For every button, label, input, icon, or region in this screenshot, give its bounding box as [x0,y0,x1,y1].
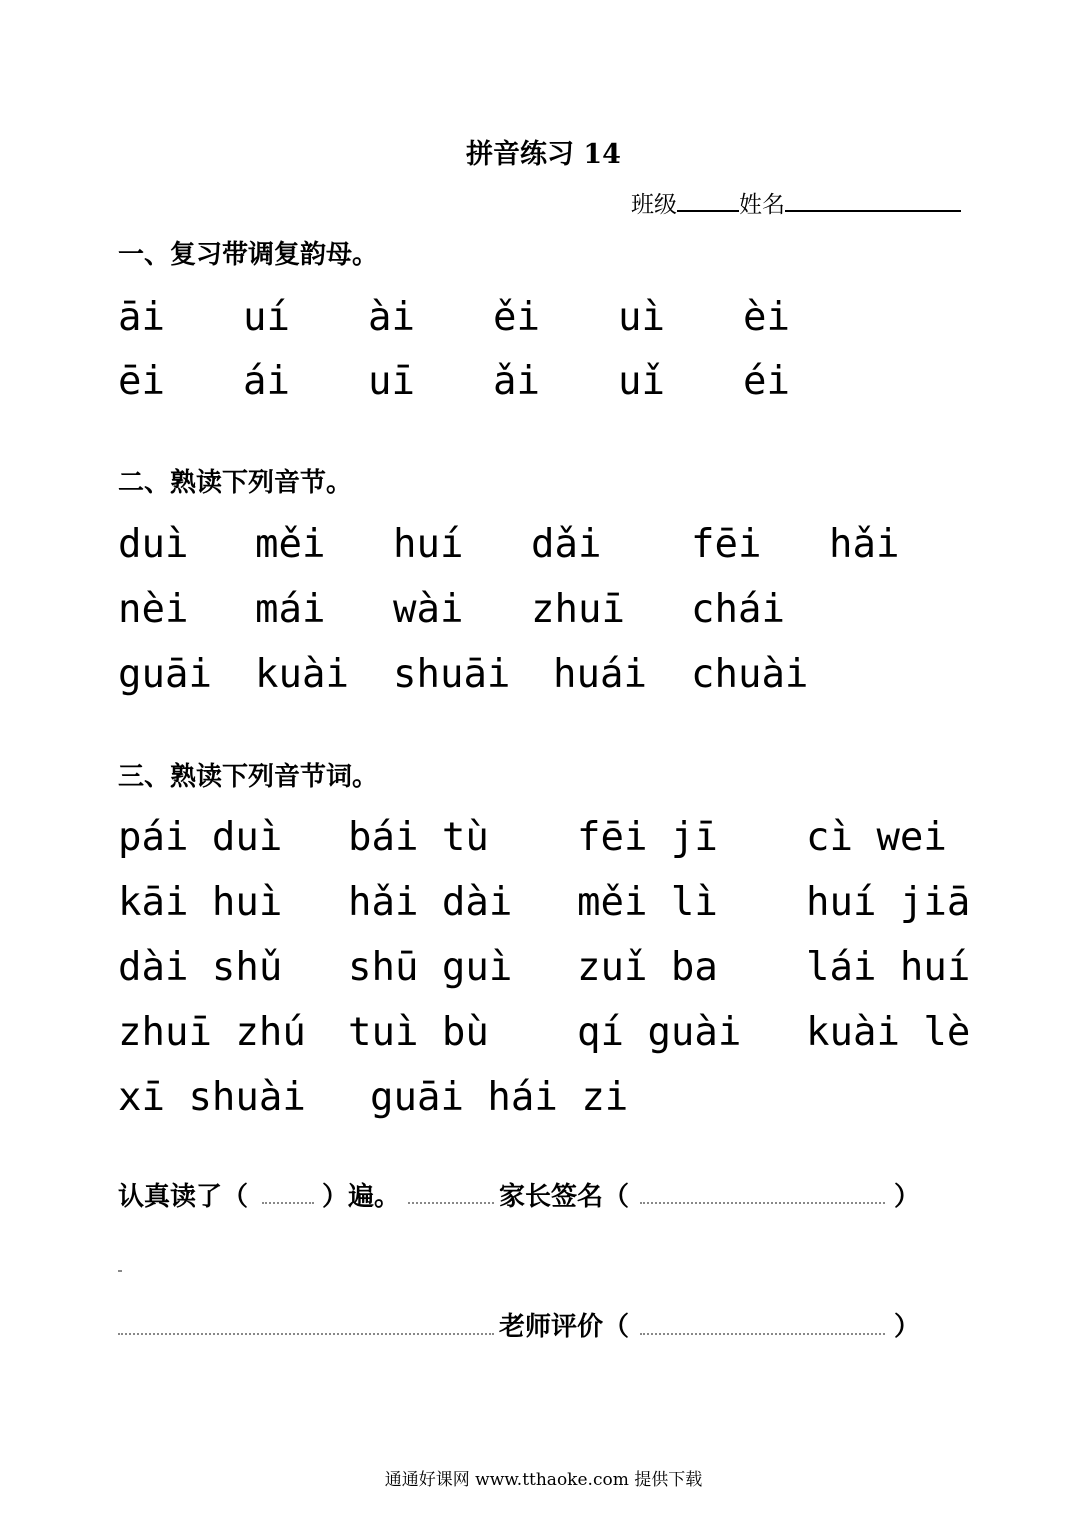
s1-item: ēi [118,359,165,404]
s3-item: měi lì [577,880,718,925]
section-1-heading: 一、复习带调复韵母。 [118,240,379,270]
s1-item: éi [743,359,790,404]
s1-item: uí [243,295,290,340]
s3-item: bái tù [348,815,489,860]
s1-item: èi [743,295,790,340]
dotted-leader [408,1202,494,1204]
s2-item: guāi [118,652,212,697]
s1-item: uǐ [618,359,665,404]
s1-item: ái [243,359,290,404]
s3-item: zhuī zhú [118,1010,306,1055]
s3-item: dài shǔ [118,945,283,990]
read-count-suffix: ）遍。 [322,1182,401,1212]
s2-item: wài [393,587,464,632]
read-count-blank[interactable] [262,1202,314,1204]
s2-item: duì [118,522,189,567]
class-label: 班级 [631,192,677,218]
s3-item: kāi huì [118,880,283,925]
s3-item: fēi jī [577,815,718,860]
s2-item: měi [255,522,326,567]
s1-item: ǎi [493,359,540,404]
s1-item: uì [618,295,665,340]
s2-item: nèi [118,587,189,632]
page-title: 拼音练习 14 [466,139,621,170]
s2-item: zhuī [531,587,625,632]
s1-item: ài [368,295,415,340]
s2-item: chuài [691,652,809,697]
parent-signature-close: ） [894,1182,921,1212]
s3-item: huí jiā [806,880,971,925]
section-3-heading: 三、熟读下列音节词。 [118,762,379,792]
s2-item: chái [691,587,785,632]
s3-item: shū guì [348,945,513,990]
s2-item: fēi [691,522,762,567]
s3-item: hǎi dài [348,880,513,925]
s3-item: tuì bù [348,1010,489,1055]
teacher-eval-label: 老师评价（ [499,1312,630,1342]
teacher-eval-close: ） [894,1312,921,1342]
teacher-eval-blank[interactable] [640,1333,885,1335]
s2-item: kuài [255,652,349,697]
s2-item: mái [255,587,326,632]
s3-item: qí guài [577,1010,742,1055]
s1-item: uī [368,359,415,404]
s3-item: cì wei [806,815,947,860]
s1-item: ěi [493,295,540,340]
s2-item: hǎi [829,522,900,567]
s3-item: guāi hái zi [370,1075,629,1120]
name-blank[interactable] [785,188,961,212]
class-blank[interactable] [677,188,739,212]
s1-item: āi [118,295,165,340]
s3-item: pái duì [118,815,283,860]
s2-item: shuāi [393,652,511,697]
parent-signature-label: 家长签名（ [499,1182,630,1212]
s2-item: dǎi [531,522,602,567]
student-info [631,186,961,219]
parent-signature-blank[interactable] [640,1202,885,1204]
section-2-heading: 二、熟读下列音节。 [118,468,353,498]
dot-mark [118,1270,122,1272]
s3-item: zuǐ ba [577,945,718,990]
s2-item: huái [553,652,647,697]
s3-item: lái huí [806,945,971,990]
watermark-text: 通通好课网 www.tthaoke.com 提供下载 [384,1470,703,1490]
s3-item: xī shuài [118,1075,306,1120]
dotted-leader [118,1333,494,1335]
s3-item: kuài lè [806,1010,971,1055]
read-count-prefix: 认真读了（ [118,1182,249,1212]
s2-item: huí [393,522,464,567]
name-label: 姓名 [739,192,785,218]
